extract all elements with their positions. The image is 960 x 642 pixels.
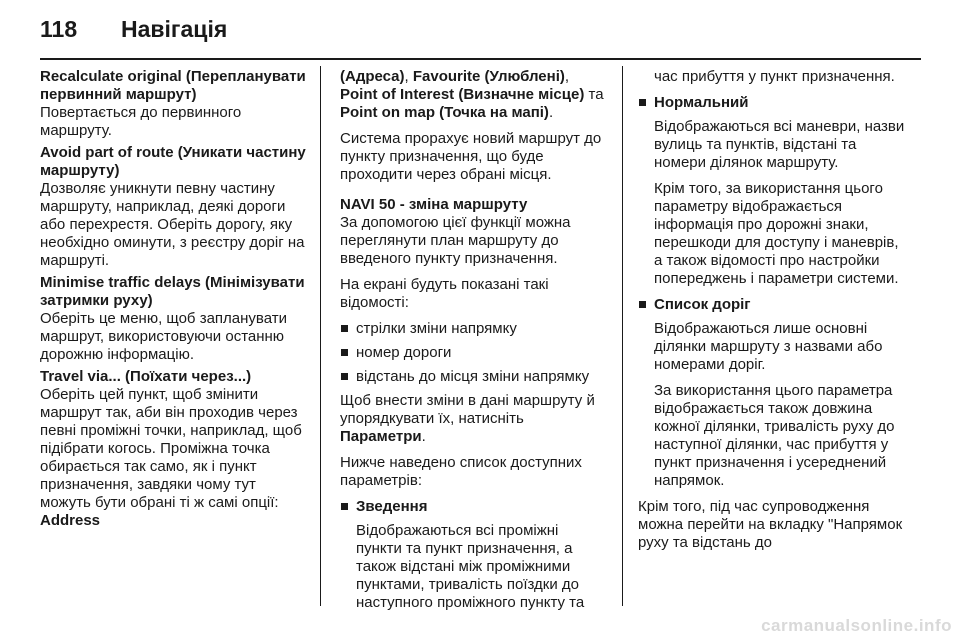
entry-body: Повертається до первинного маршруту. [40, 104, 242, 139]
entry-body [40, 386, 308, 530]
option-body: Відображаються всі маневри, назви вулиць та пунктів, відстані та номери ділянок маршруту. [654, 118, 905, 171]
separator: та [584, 86, 604, 103]
entry-body: Дозволяє уникнути певну частину маршруту, наприклад, деякі дороги або перехрестя. Оберіть дорогу, яку необхідно оминути, з реєстру доріг на маршруті. [40, 180, 305, 269]
option-title-road-list: Список доріг [638, 296, 906, 314]
column-divider-1 [320, 66, 321, 606]
options-intro [340, 68, 608, 122]
paragraph: Система прорахує новий маршрут до пункту призначення, що буде проходити через обрані місця. [340, 130, 602, 183]
option-point-of-interest: Point of Interest (Визначне місце) [340, 86, 585, 103]
column-3 [638, 68, 906, 560]
paragraph-text: Щоб внести зміни в дані маршруту й упорядкувати їх, натисніть [340, 392, 595, 427]
option-title-normal: Нормальний [638, 94, 906, 112]
option-point-on-map: Point on map (Точка на мапі) [340, 104, 549, 121]
entry-travel-via [40, 368, 308, 530]
bullet-item: відстань до місця зміни напрямку [340, 368, 608, 386]
option-title-summary: Зведення [340, 498, 608, 516]
paragraph: На екрані будуть показані такі відомості: [340, 276, 549, 311]
option-address: (Адреса) [340, 68, 405, 85]
separator: , [564, 68, 570, 85]
page-number: 118 [40, 16, 78, 42]
option-body: Крім того, за використання цього параметру відображається інформація про дорожні знаки, перешкоди для доступу і маневрів, а також відомості про настройки попереджень і параметри системи. [654, 180, 899, 287]
section-heading: NAVI 50 - зміна маршруту [340, 196, 528, 213]
option-body: Відображаються всі проміжні пункти та пункт призначення, а також відстані між проміжними пунктами, тривалість поїздки до наступного проміжного пункту та [356, 522, 585, 611]
header-rule [40, 58, 921, 60]
entry-body-bold: Address [40, 512, 101, 529]
entry-minimise-traffic-delays [40, 274, 308, 364]
entry-avoid-part-of-route [40, 144, 308, 270]
watermark: carmanualsonline.info [761, 616, 952, 635]
option-body: За використання цього параметра відображається також довжина кожної ділянки, тривалість руху до наступної ділянки, час прибуття у пункт призначення і усереднений напрямок. [654, 382, 895, 489]
entry-title: Recalculate original (Перепланувати первинний маршрут) [40, 68, 306, 103]
entry-title: Travel via... (Поїхати через...) [40, 368, 252, 385]
option-favourite: Favourite (Улюблені) [412, 68, 565, 85]
paragraph: Нижче наведено список доступних параметрів: [340, 454, 582, 489]
entry-recalculate-original [40, 68, 308, 140]
chapter-title: Навігація [121, 16, 228, 42]
entry-title: Avoid part of route (Уникати частину маршруту) [40, 144, 306, 179]
option-body: Відображаються лише основні ділянки маршруту з назвами або номерами доріг. [654, 320, 883, 373]
column-divider-2 [622, 66, 623, 606]
entry-body: Оберіть це меню, щоб запланувати маршрут, використовуючи останню дорожню інформацію. [40, 310, 287, 363]
bullet-item: стрілки зміни напрямку [340, 320, 608, 338]
column-1 [40, 68, 308, 534]
separator: , [404, 68, 413, 85]
column-2 [340, 68, 608, 620]
page-header [40, 16, 227, 48]
paragraph: Крім того, під час супроводження можна перейти на вкладку "Напрямок руху та відстань до [638, 498, 903, 551]
entry-title: Minimise traffic delays (Мінімізувати затримки руху) [40, 274, 305, 309]
parameters-label: Параметри [340, 428, 422, 445]
bullet-item: номер дороги [340, 344, 608, 362]
sentence-end: . [421, 428, 426, 445]
paragraph [340, 392, 608, 446]
sentence-end: . [548, 104, 554, 121]
entry-body-text: Оберіть цей пункт, щоб змінити маршрут так, аби він проходив через певні проміжні точки, наприклад, щоб підібрати когось. Проміжна точка обирається так само, як і пункт призначення, завдяки чому тут можуть бути обрані ті ж самі опції: [40, 386, 302, 511]
option-body-continued: час прибуття у пункт призначення. [654, 68, 895, 85]
paragraph: За допомогою цієї функції можна переглянути план маршруту до введеного пункту призначення. [340, 214, 571, 267]
